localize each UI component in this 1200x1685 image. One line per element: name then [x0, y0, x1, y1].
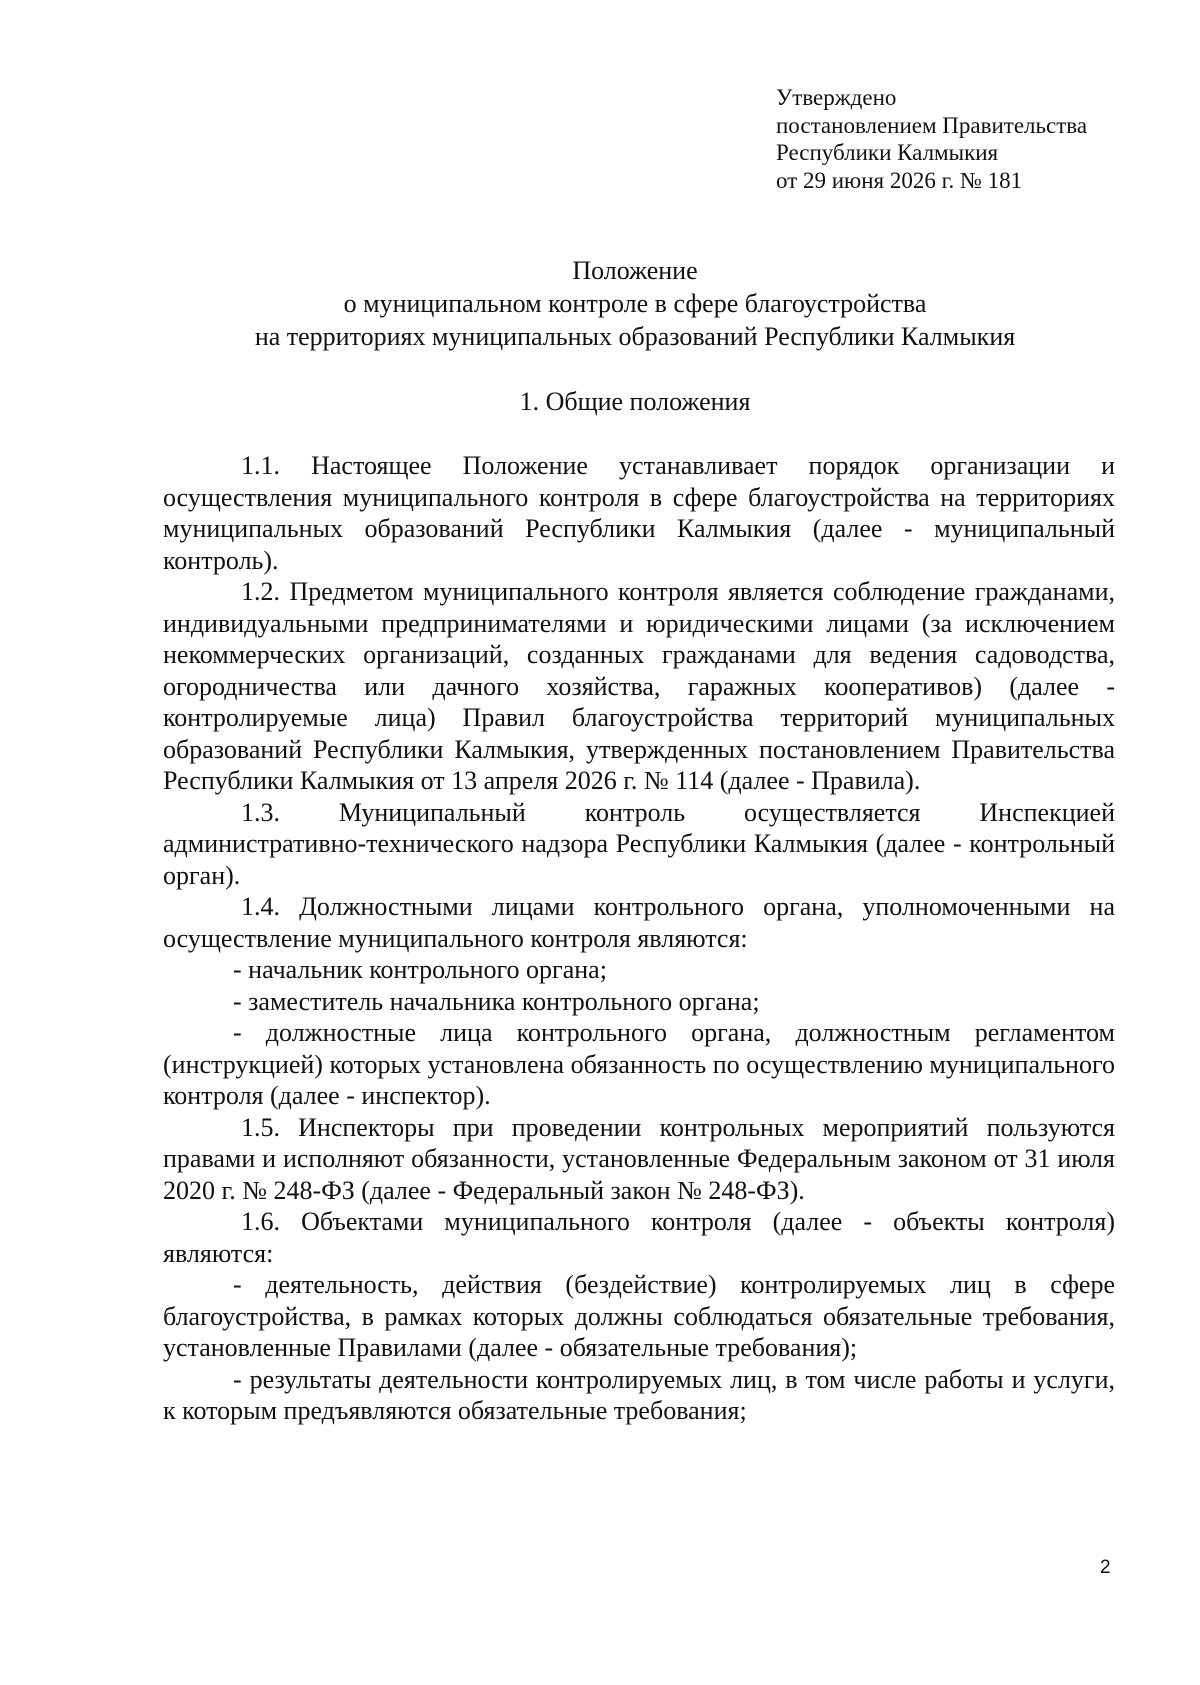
title-line: о муниципальном контроле в сфере благоустройства [343, 289, 927, 318]
paragraph-1-5: 1.5. Инспекторы при проведении контрольных мероприятий пользуются правами и исполняют обязанности, установленные Федеральным законом от 31 июля 2020 г. № 248-ФЗ (далее - Федеральный закон № 248-ФЗ). [163, 1112, 1115, 1205]
paragraph-1-2: 1.2. Предметом муниципального контроля является соблюдение гражданами, индивидуальными предпринимателями и юридическими лицами (за исключением некоммерческих организаций, созданных гражданами для ведения садоводства, огородничества или дачного хозяйства, гаражных кооперативов) (далее - контролируемые лица) Правил благоустройства территорий муниципальных образований Республики Калмыкия, утвержденных постановлением Правительства Республики Калмыкия от 13 апреля 2026 г. № 114 (далее - Правила). [163, 577, 1115, 795]
document-body [163, 450, 1115, 1427]
section-heading: 1. Общие положения [519, 387, 751, 416]
list-item: - деятельность, действия (бездействие) контролируемых лиц в сфере благоустройства, в рамках которых должны соблюдаться обязательные требования, установленные Правилами (далее - обязательные требования); [163, 1270, 1115, 1362]
paragraph-1-1: 1.1. Настоящее Положение устанавливает порядок организации и осуществления муниципального контроля в сфере благоустройства на территориях муниципальных образований Республики Калмыкия (далее - муниципальный контроль). [163, 451, 1115, 575]
list-item: - должностные лица контрольного органа, должностным регламентом (инструкцией) которых установлена обязанность по осуществлению муниципального контроля (далее - инспектор). [163, 1018, 1115, 1110]
approval-line: постановлением Правительства [776, 112, 1088, 138]
approval-stamp-block [776, 84, 1087, 194]
list-item: - результаты деятельности контролируемых лиц, в том числе работы и услуги, к которым предъявляются обязательные требования; [163, 1364, 1115, 1425]
paragraph-1-6: 1.6. Объектами муниципального контроля (далее - объекты контроля) являются: [163, 1207, 1115, 1268]
approval-date-number: от 29 июня 2026 г. № 181 [776, 167, 1023, 193]
page-number: 2 [1100, 1557, 1111, 1578]
document-title [0, 254, 1200, 353]
paragraph-1-4: 1.4. Должностными лицами контрольного органа, уполномоченными на осуществление муниципального контроля являются: [163, 892, 1115, 953]
title-line: Положение [572, 256, 698, 285]
paragraph-1-3: 1.3. Муниципальный контроль осуществляется Инспекцией административно-технического надзора Республики Калмыкия (далее - контрольный орган). [163, 797, 1115, 890]
approval-line: Утверждено [776, 85, 897, 110]
list-item: - начальник контрольного органа; [233, 955, 607, 984]
approval-line: Республики Калмыкия [776, 140, 999, 165]
list-item: - заместитель начальника контрольного органа; [233, 986, 760, 1016]
title-line: на территориях муниципальных образований Республики Калмыкия [254, 322, 1016, 351]
